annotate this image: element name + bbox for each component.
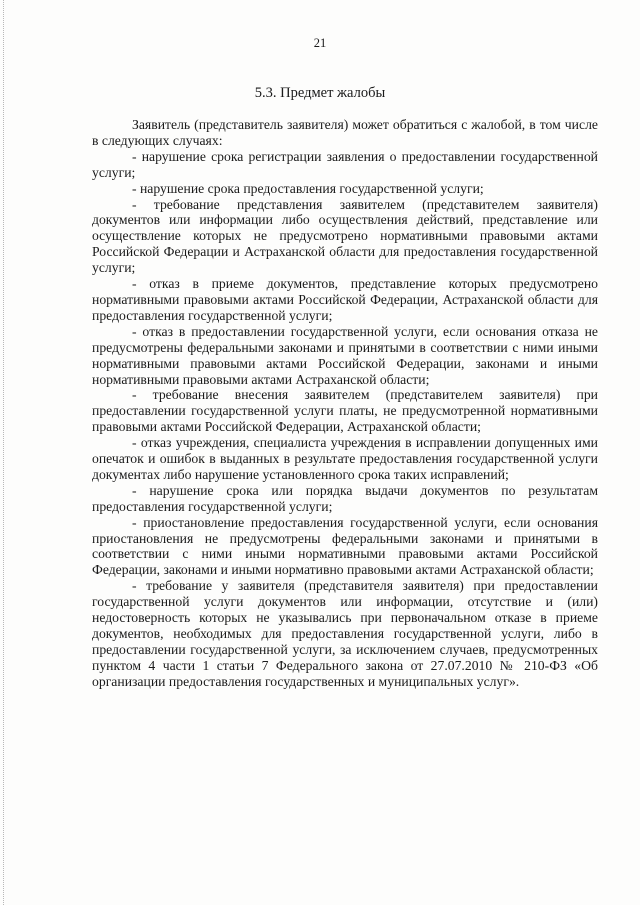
scan-edge-divider (3, 0, 5, 905)
paragraph-item: - требование у заявителя (представителя заявителя) при предоставлении государственной услуги документов или информации, отсутствие и (или) недостоверность которых не указывались при первоначальном отказе в приеме документов, необходимых для предоставления государственной услуги, либо в предоставлении государственной услуги, за исключением случаев, предусмотренных пунктом 4 части 1 статьи 7 Федерального закона от 27.07.2010 № 210-ФЗ «Об организации предоставления государственных и муниципальных услуг». (92, 578, 598, 689)
paragraph-item: - отказ учреждения, специалиста учреждения в исправлении допущенных ими опечаток и ошибок в выданных в результате предоставления государственной услуги документах либо нарушение установленного срока таких исправлений; (92, 435, 598, 482)
section-title: 5.3. Предмет жалобы (254, 85, 386, 101)
paragraph-item: - нарушение срока или порядка выдачи документов по результатам предоставления государственной услуги; (92, 482, 598, 514)
paragraph-intro: Заявитель (представитель заявителя) может обратиться с жалобой, в том числе в следующих случаях: (92, 117, 598, 148)
paragraph-item: - требование внесения заявителем (представителем заявителя) при предоставлении государственной услуги платы, не предусмотренной нормативными правовыми актами Российской Федерации, Астраханской области; (92, 387, 598, 435)
paragraph-item: - отказ в предоставлении государственной услуги, если основания отказа не предусмотрены федеральными законами и принятыми в соответствии с ними иными нормативными правовыми актами Российской Федерации, законами и иными нормативными правовыми актами Астраханской области; (92, 323, 598, 387)
paragraph-item: - приостановление предоставления государственной услуги, если основания приостановления не предусмотрены федеральными законами и принятыми в соответствии с ними иными нормативными правовыми актами Российской Федерации, законами и иными нормативно правовыми актами Астраханской области; (92, 514, 598, 578)
paragraph-item: - отказ в приеме документов, представление которых предусмотрено нормативными правовыми актами Российской Федерации, Астраханской области для предоставления государственной услуги; (92, 276, 598, 323)
paragraph-item: - нарушение срока предоставления государственной услуги; (132, 180, 484, 196)
paragraph-item: - требование представления заявителем (представителем заявителя) документов или информации либо осуществления действий, представление или осуществление которых не предусмотрено нормативными правовыми актами Российской Федерации и Астраханской области для предоставления государственной услуги; (92, 196, 598, 276)
page-number: 21 (313, 36, 327, 50)
document-body (92, 117, 598, 690)
paragraph-item: - нарушение срока регистрации заявления о предоставлении государственной услуги; (92, 148, 598, 180)
